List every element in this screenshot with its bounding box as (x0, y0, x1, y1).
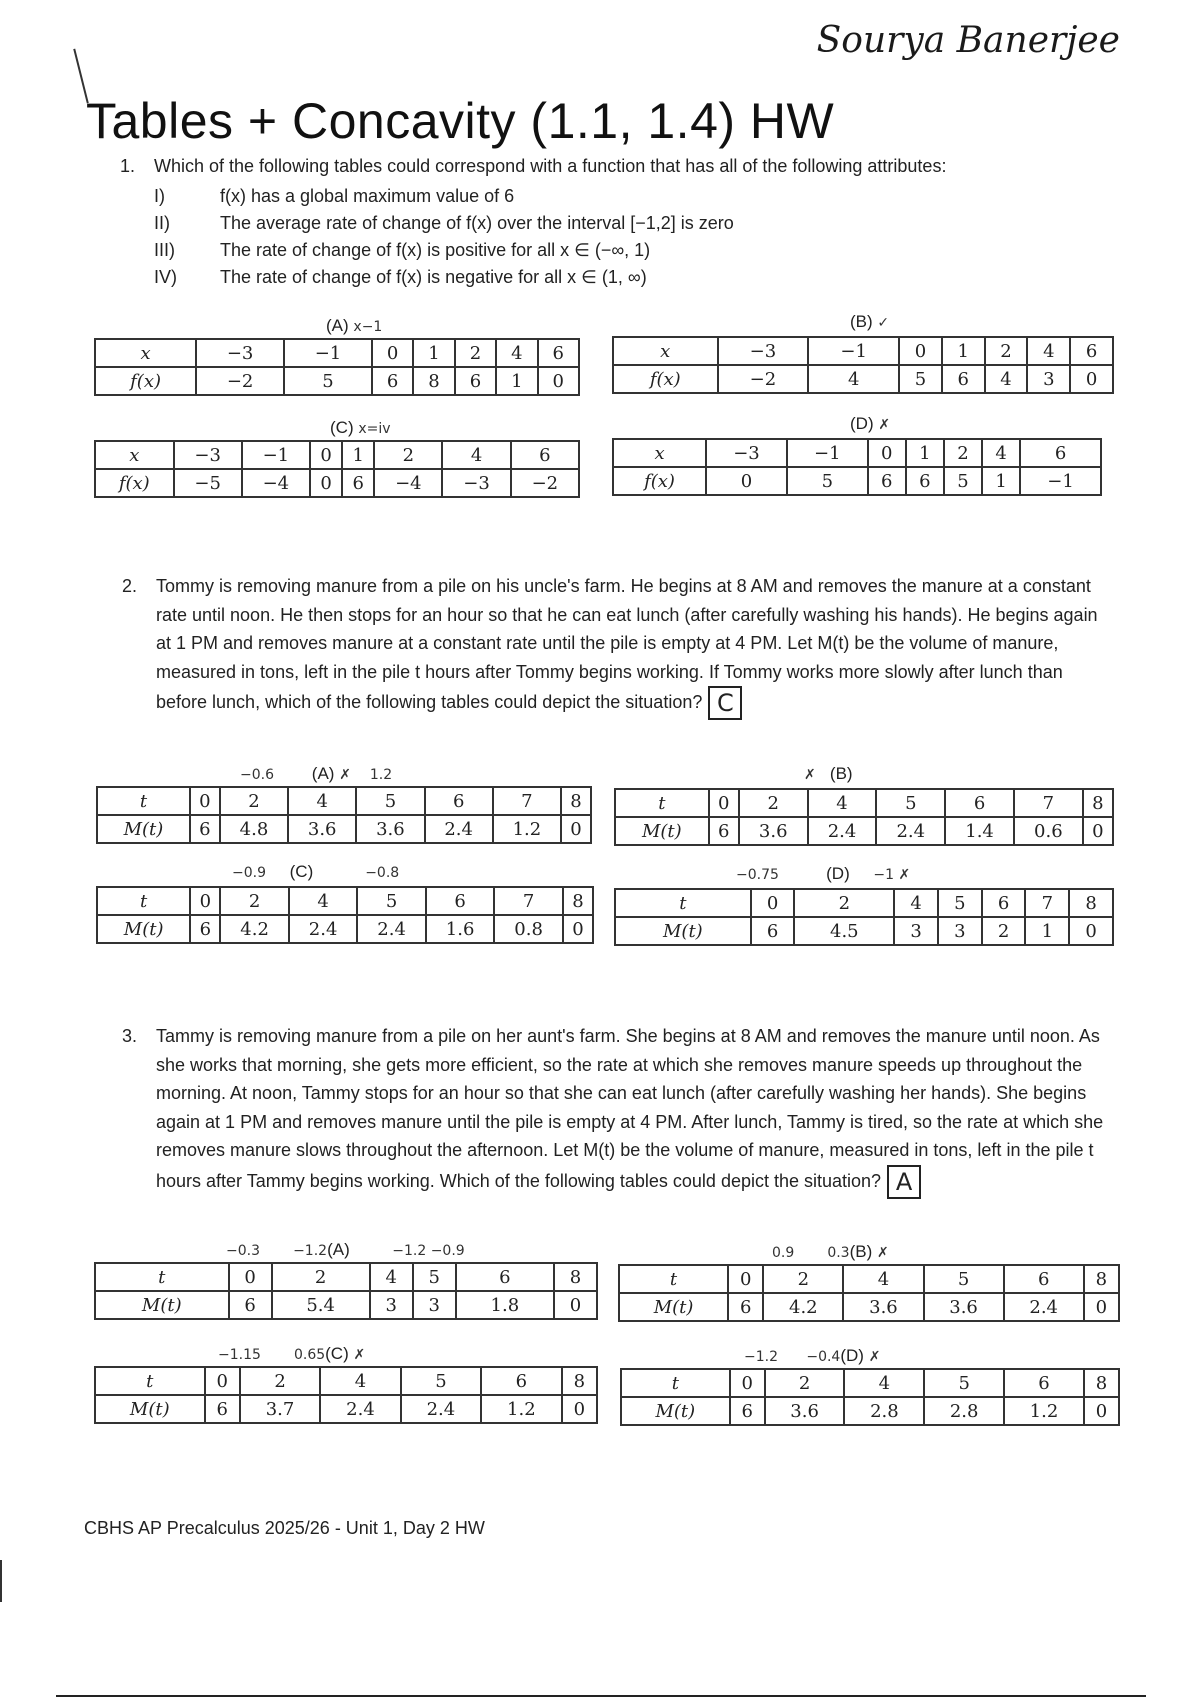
student-signature: Sourya Banerjee (816, 20, 1120, 61)
table-cell: 2 (272, 1263, 370, 1291)
table-cell: 2 (944, 439, 982, 467)
table-cell: 7 (1025, 889, 1069, 917)
table-cell: 4 (894, 889, 938, 917)
row-header-cell: f(x) (613, 467, 706, 495)
table-cell: 2.4 (808, 817, 877, 845)
table-label: −0.9 (C) −0.8 (232, 862, 400, 881)
table-cell: 0 (706, 467, 787, 495)
table-cell: 6 (1004, 1265, 1084, 1293)
table-cell: 0 (310, 469, 342, 497)
table-cell: 1 (942, 337, 985, 365)
table-cell: 8 (561, 787, 591, 815)
question-number: 1. (120, 156, 136, 176)
table-label: −1.2 −0.4(D) ✗ (744, 1346, 881, 1365)
table-row (95, 1367, 597, 1395)
table-cell: 2 (739, 789, 808, 817)
table-cell: 0 (229, 1263, 272, 1291)
table-cell: −2 (718, 365, 809, 393)
table-label: (A) x−1 (326, 316, 383, 335)
table-cell: 8 (1069, 889, 1113, 917)
q3-table-c (94, 1366, 598, 1424)
table-row (613, 337, 1113, 365)
question-number: 2. (122, 576, 138, 596)
row-header-cell: x (613, 439, 706, 467)
table-cell: 2 (374, 441, 442, 469)
table-row (613, 365, 1113, 393)
q3-table-d (620, 1368, 1120, 1426)
question-prompt: Which of the following tables could correspond with a function that has all of the following attributes: (154, 156, 947, 176)
table-cell: 0 (563, 915, 593, 943)
table-cell: 4 (985, 365, 1028, 393)
table-label: −0.6 (A) ✗ 1.2 (240, 764, 393, 783)
attribute-text: The rate of change of f(x) is negative for all x ∈ (1, ∞) (220, 267, 647, 287)
table-cell: 0.6 (1014, 817, 1083, 845)
table-cell: 6 (455, 367, 496, 395)
table-cell: 3.6 (924, 1293, 1004, 1321)
table-cell: 2 (220, 787, 288, 815)
table-row (615, 917, 1113, 945)
handwritten-note: −1.15 (218, 1347, 261, 1363)
row-header-cell: t (95, 1367, 205, 1395)
table-cell: 6 (342, 469, 374, 497)
table-cell: 6 (1004, 1369, 1084, 1397)
table-cell: 0 (538, 367, 579, 395)
table-cell: 7 (1014, 789, 1083, 817)
table-cell: 0 (310, 441, 342, 469)
table-cell: 5 (356, 787, 424, 815)
table-cell: 2.4 (320, 1395, 400, 1423)
row-header-cell: M(t) (95, 1395, 205, 1423)
table-cell: 0 (561, 815, 591, 843)
table-row (95, 1395, 597, 1423)
row-header-cell: M(t) (619, 1293, 728, 1321)
table-cell: −4 (374, 469, 442, 497)
handwritten-note: x−1 (353, 319, 383, 335)
table-row (619, 1265, 1119, 1293)
table-cell: 4 (808, 789, 877, 817)
handwritten-note: −0.75 (736, 867, 779, 883)
table-cell: 1 (342, 441, 374, 469)
table-cell: 0 (190, 887, 220, 915)
table-cell: 4 (288, 787, 356, 815)
question-text: Tammy is removing manure from a pile on her aunt's farm. She begins at 8 AM and removes the manure until noon. As she works that morning, she gets more efficient, so the rate at which she removes manure speeds up throughout the morning. At noon, Tammy stops for an hour so that she can eat lunch (after carefully washing her hands). She begins again at 1 PM and removes manure until the pile is empty at 4 PM. After lunch, Tammy is tired, so the rate at which she removes manure slows throughout the afternoon. Let M(t) be the volume of manure, measured in tons, left in the pile t hours after Tammy begins working. Which of the following tables could depict the situation? (156, 1026, 1104, 1191)
table-row (95, 1263, 597, 1291)
attribute-roman: I) (154, 186, 165, 206)
attribute-roman: III) (154, 240, 175, 260)
table-cell: 2 (763, 1265, 843, 1293)
table-cell: −2 (196, 367, 284, 395)
page-footer: CBHS AP Precalculus 2025/26 - Unit 1, Day 2 HW (84, 1518, 485, 1538)
handwritten-note: 0.9 (772, 1245, 795, 1261)
table-cell: 3 (413, 1291, 456, 1319)
table-cell: 3 (938, 917, 982, 945)
table-cell: 1.8 (456, 1291, 554, 1319)
table-cell: 4 (844, 1369, 924, 1397)
table-cell: 2 (982, 917, 1026, 945)
table-row (615, 889, 1113, 917)
table-cell: 8 (562, 1367, 597, 1395)
table-cell: 5 (938, 889, 982, 917)
row-header-cell: f(x) (95, 469, 174, 497)
table-cell: 6 (945, 789, 1014, 817)
table-row (615, 789, 1113, 817)
handwritten-note: 0.65 (293, 1347, 326, 1363)
table-cell: 8 (554, 1263, 597, 1291)
table-row (97, 815, 591, 843)
row-header-cell: M(t) (97, 915, 190, 943)
table-cell: 1 (413, 339, 454, 367)
attribute-list (154, 186, 1054, 296)
table-cell: −4 (242, 469, 310, 497)
table-cell: 1.4 (945, 817, 1014, 845)
handwritten-note: −0.8 (365, 865, 400, 881)
table-label: −0.3 −1.2(A) −1.2 −0.9 (226, 1240, 465, 1259)
table-cell: 5 (944, 467, 982, 495)
q2-table-b (614, 788, 1114, 846)
handwritten-note: −0.3 (226, 1243, 260, 1259)
handwritten-note: −1.2 (744, 1349, 778, 1365)
table-row (95, 367, 579, 395)
table-cell: 6 (229, 1291, 272, 1319)
table-label: 0.9 0.3(B) ✗ (772, 1242, 889, 1261)
table-cell: 1 (982, 467, 1020, 495)
table-cell: 2 (240, 1367, 320, 1395)
table-cell: 2.4 (357, 915, 426, 943)
q2-table-d (614, 888, 1114, 946)
table-cell: −3 (442, 469, 510, 497)
table-cell: 7 (493, 787, 561, 815)
q1-table-d (612, 438, 1102, 496)
table-cell: 5 (924, 1369, 1004, 1397)
table-cell: 6 (190, 815, 220, 843)
handwritten-note: −1 ✗ (873, 867, 911, 883)
row-header-cell: t (615, 889, 751, 917)
table-cell: 6 (982, 889, 1026, 917)
table-cell: 3.6 (765, 1397, 845, 1425)
table-cell: 1 (1025, 917, 1069, 945)
table-label: −1.15 0.65(C) ✗ (218, 1344, 366, 1363)
table-cell: 8 (1084, 1369, 1119, 1397)
table-cell: 2.4 (876, 817, 945, 845)
table-cell: 6 (372, 367, 413, 395)
table-row (613, 439, 1101, 467)
table-row (95, 441, 579, 469)
q2-table-c (96, 886, 594, 944)
table-cell: 0 (1084, 1397, 1119, 1425)
table-cell: 5 (413, 1263, 456, 1291)
row-header-cell: x (95, 441, 174, 469)
row-header-cell: t (619, 1265, 728, 1293)
table-cell: 0 (1069, 917, 1113, 945)
table-cell: −1 (1020, 467, 1101, 495)
row-header-cell: t (97, 887, 190, 915)
table-cell: 8 (563, 887, 593, 915)
q3-table-b (618, 1264, 1120, 1322)
table-cell: 4 (1027, 337, 1070, 365)
table-cell: 0 (1070, 365, 1113, 393)
table-cell: 5 (357, 887, 426, 915)
attribute-text: f(x) has a global maximum value of 6 (220, 186, 515, 206)
question-1 (120, 152, 1104, 181)
handwritten-note: ✗ (877, 1245, 889, 1261)
table-cell: 2.8 (844, 1397, 924, 1425)
table-cell: −3 (706, 439, 787, 467)
table-cell: 6 (1070, 337, 1113, 365)
table-cell: −1 (284, 339, 372, 367)
table-cell: 1 (496, 367, 537, 395)
table-cell: 0 (730, 1369, 765, 1397)
table-cell: 5 (876, 789, 945, 817)
answer-box: A (887, 1165, 921, 1199)
table-row (615, 817, 1113, 845)
table-cell: 0 (868, 439, 906, 467)
table-cell: −1 (787, 439, 868, 467)
table-cell: 1.6 (426, 915, 495, 943)
handwritten-note: −0.6 (240, 767, 274, 783)
table-cell: 2 (220, 887, 289, 915)
table-cell: 2.4 (401, 1395, 481, 1423)
attribute-text: The rate of change of f(x) is positive for all x ∈ (−∞, 1) (220, 240, 651, 260)
table-cell: 3 (370, 1291, 413, 1319)
row-header-cell: M(t) (97, 815, 190, 843)
scan-edge-mark (0, 1560, 2, 1602)
handwritten-note: ✗ (353, 1347, 366, 1363)
handwritten-note: ✗ (804, 767, 816, 783)
table-cell: 0 (205, 1367, 240, 1395)
q3-table-a (94, 1262, 598, 1320)
handwritten-note: −0.4 (806, 1349, 841, 1365)
row-header-cell: t (97, 787, 190, 815)
q1-table-b (612, 336, 1114, 394)
table-row (95, 469, 579, 497)
question-text: Tommy is removing manure from a pile on his uncle's farm. He begins at 8 AM and removes the manure at a constant rate until noon. He then stops for an hour so that he can eat lunch (after carefully washing his hands). He begins again at 1 PM and removes manure at a constant rate until the pile is empty at 4 PM. Let M(t) be the volume of manure, measured in tons, left in the pile t hours after Tommy begins working. If Tommy works more slowly after lunch than before lunch, which of the following tables could depict the situation? (156, 576, 1098, 712)
table-row (621, 1369, 1119, 1397)
table-cell: 6 (942, 365, 985, 393)
table-row (621, 1397, 1119, 1425)
table-cell: 4.2 (763, 1293, 843, 1321)
handwritten-note: −0.9 (232, 865, 266, 881)
table-cell: 3.6 (739, 817, 808, 845)
table-cell: 6 (538, 339, 579, 367)
table-cell: 0.8 (494, 915, 563, 943)
q1-table-a (94, 338, 580, 396)
table-cell: 1 (906, 439, 944, 467)
table-cell: 0 (554, 1291, 597, 1319)
handwritten-note: −1.2 −0.9 (392, 1243, 465, 1259)
table-cell: 0 (751, 889, 795, 917)
question-number: 3. (122, 1026, 138, 1046)
table-cell: 1.2 (1004, 1397, 1084, 1425)
row-header-cell: x (95, 339, 196, 367)
table-cell: 3.6 (356, 815, 424, 843)
table-cell: 8 (1083, 789, 1113, 817)
table-cell: 6 (481, 1367, 561, 1395)
table-label: (C) x=iv (330, 418, 391, 437)
row-header-cell: t (615, 789, 709, 817)
attribute-text: The average rate of change of f(x) over the interval [−1,2] is zero (220, 213, 734, 233)
table-cell: 8 (1084, 1265, 1119, 1293)
row-header-cell: x (613, 337, 718, 365)
table-cell: 6 (709, 817, 739, 845)
row-header-cell: M(t) (615, 817, 709, 845)
table-cell: 3 (1027, 365, 1070, 393)
table-cell: 0 (372, 339, 413, 367)
table-cell: 7 (494, 887, 563, 915)
q1-table-c (94, 440, 580, 498)
table-row (97, 787, 591, 815)
table-cell: 2 (794, 889, 894, 917)
handwritten-note: ✗ (878, 417, 891, 433)
table-cell: 2 (765, 1369, 845, 1397)
table-cell: 0 (899, 337, 942, 365)
handwritten-note: ✓ (877, 315, 890, 331)
table-cell: −1 (808, 337, 899, 365)
table-cell: 4 (808, 365, 899, 393)
table-cell: 0 (728, 1265, 763, 1293)
table-cell: 6 (751, 917, 795, 945)
question-2 (122, 572, 1112, 720)
answer-box: C (708, 686, 742, 720)
table-cell: 3 (894, 917, 938, 945)
table-cell: 0 (190, 787, 220, 815)
table-cell: 2 (455, 339, 496, 367)
table-cell: 3.6 (288, 815, 356, 843)
table-cell: 5.4 (272, 1291, 370, 1319)
table-cell: 0 (709, 789, 739, 817)
table-row (97, 915, 593, 943)
table-cell: 2.4 (425, 815, 493, 843)
table-label: −0.75 (D) −1 ✗ (736, 864, 911, 883)
bottom-divider (56, 1695, 1146, 1697)
table-cell: 6 (511, 441, 579, 469)
table-label: (B) ✓ (850, 312, 890, 331)
table-cell: 2 (985, 337, 1028, 365)
table-label: ✗ (B) (804, 764, 853, 783)
table-cell: −3 (196, 339, 284, 367)
row-header-cell: t (621, 1369, 730, 1397)
table-cell: 4 (843, 1265, 923, 1293)
table-cell: 6 (190, 915, 220, 943)
handwritten-note: 0.3 (827, 1245, 850, 1261)
table-cell: 4 (496, 339, 537, 367)
table-label: (D) ✗ (850, 414, 891, 433)
table-cell: 5 (924, 1265, 1004, 1293)
handwritten-note: ✗ (339, 767, 351, 783)
table-cell: 6 (426, 887, 495, 915)
table-cell: 5 (787, 467, 868, 495)
handwritten-note: 1.2 (369, 767, 393, 783)
table-cell: 2.4 (289, 915, 358, 943)
table-cell: −1 (242, 441, 310, 469)
table-cell: 6 (728, 1293, 763, 1321)
table-cell: 0 (562, 1395, 597, 1423)
row-header-cell: M(t) (95, 1291, 229, 1319)
table-cell: −5 (174, 469, 242, 497)
table-cell: 6 (730, 1397, 765, 1425)
table-cell: −3 (718, 337, 809, 365)
row-header-cell: M(t) (615, 917, 751, 945)
handwritten-note: −1.2 (293, 1243, 328, 1259)
handwritten-note: x=iv (358, 421, 391, 437)
handwritten-note: ✗ (868, 1349, 881, 1365)
table-cell: 1.2 (481, 1395, 561, 1423)
table-cell: 4 (289, 887, 358, 915)
table-cell: 6 (868, 467, 906, 495)
page-title: Tables + Concavity (1.1, 1.4) HW (86, 93, 835, 149)
table-cell: 4 (982, 439, 1020, 467)
table-cell: 6 (456, 1263, 554, 1291)
table-cell: 5 (401, 1367, 481, 1395)
row-header-cell: f(x) (95, 367, 196, 395)
table-cell: 4.8 (220, 815, 288, 843)
table-row (613, 467, 1101, 495)
table-cell: 0 (1084, 1293, 1119, 1321)
table-row (619, 1293, 1119, 1321)
row-header-cell: f(x) (613, 365, 718, 393)
table-row (95, 339, 579, 367)
table-row (97, 887, 593, 915)
attribute-roman: II) (154, 213, 170, 233)
table-cell: 4 (320, 1367, 400, 1395)
table-cell: 4 (370, 1263, 413, 1291)
table-row (95, 1291, 597, 1319)
question-3 (122, 1022, 1116, 1199)
table-cell: 8 (413, 367, 454, 395)
row-header-cell: M(t) (621, 1397, 730, 1425)
q2-table-a (96, 786, 592, 844)
table-cell: 6 (906, 467, 944, 495)
row-header-cell: t (95, 1263, 229, 1291)
table-cell: −2 (511, 469, 579, 497)
table-cell: 4.5 (794, 917, 894, 945)
table-cell: 4 (442, 441, 510, 469)
table-cell: −3 (174, 441, 242, 469)
table-cell: 3.6 (843, 1293, 923, 1321)
attribute-roman: IV) (154, 267, 178, 287)
table-cell: 0 (1083, 817, 1113, 845)
table-cell: 1.2 (493, 815, 561, 843)
table-cell: 2.8 (924, 1397, 1004, 1425)
table-cell: 5 (284, 367, 372, 395)
table-cell: 4.2 (220, 915, 289, 943)
table-cell: 6 (205, 1395, 240, 1423)
table-cell: 6 (1020, 439, 1101, 467)
table-cell: 6 (425, 787, 493, 815)
table-cell: 5 (899, 365, 942, 393)
table-cell: 3.7 (240, 1395, 320, 1423)
table-cell: 2.4 (1004, 1293, 1084, 1321)
